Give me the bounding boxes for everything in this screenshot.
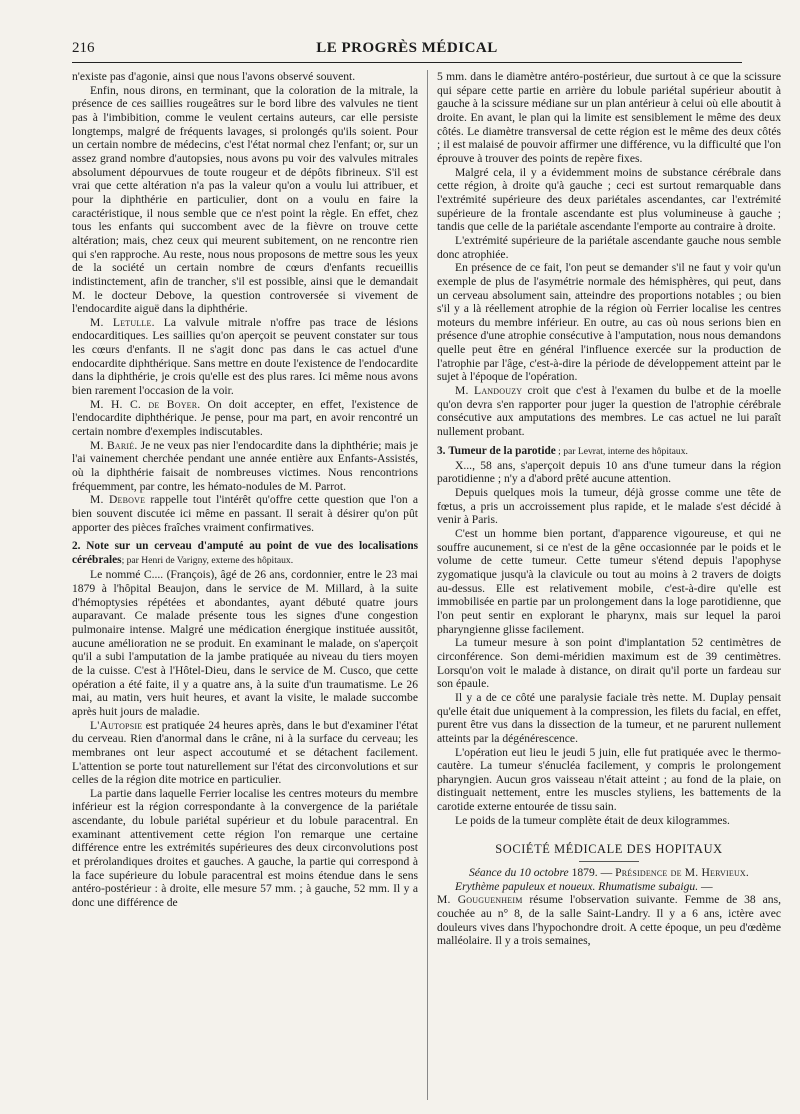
paragraph (437, 384, 781, 439)
society-rule (579, 861, 639, 862)
section-heading (437, 444, 781, 459)
case-dash: — (698, 879, 713, 893)
speaker-name: M. Gouguenheim (437, 893, 523, 907)
section-title: Note sur un cerveau d'amputé au point de vue des localisations cérébrales (72, 540, 419, 567)
paragraph: La tumeur mesure à son point d'implantation 52 centimètres de circonférence. Son demi-méridien maximum est de 39 centimètres. Lorsqu'on voit le malade à distance, on dirait qu'il porte un fardeau sur son épaule. (437, 636, 781, 691)
page-number: 216 (72, 40, 95, 56)
paragraph: Le nommé C.... (François), âgé de 26 ans, cordonnier, entre le 23 mai 1879 à l'hôpital Beaujon, dans le service de M. Millard, à la suite d'hémoptysies répétées et abondantes, ayant débuté quatre jours auparavant. Ce malade présente tous les signes d'une congestion pulmonaire intense. Malgré une médication énergique instituée aussitôt, aucune amélioration ne se produit. En examinant le malade, on s'aperçoit qu'il a subi l'amputation de la jambe pratiquée au niveau du tiers moyen de la cuisse. C'est à l'Hôtel-Dieu, dans le service de M. Cusco, que cette opération a été faite, il y a quatre ans, à la suite d'un traumatisme. Le 26 mai, au matin, vers huit heures, et avant la visite, le malade succombe après huit jours de maladie. (72, 568, 418, 718)
section-number: 3. (437, 444, 446, 457)
paragraph (72, 398, 418, 439)
header-rule (72, 62, 742, 63)
speaker-text: On doit accepter, en effet, l'existence de l'endocardite diphthérique. Je pense, pour ma part, en avoir rencontré un certain nombre d'exemples indiscutables. (72, 397, 418, 439)
right-column (437, 70, 781, 948)
section-title: Tumeur de la parotide (448, 444, 556, 457)
speaker-name: M. H. C. de Boyer. (90, 397, 201, 411)
speaker-text: est pratiquée 24 heures après, dans le but d'examiner l'état du cerveau. Rien d'anormal dans le crâne, ni à la surface du cerveau; les membranes ont leur aspect accoutumé et se détachent facilement. L'attention se porte tout naturellement sur l'état des circonvolutions et sur celles de la région dite motrice en particulier. (72, 718, 418, 787)
paragraph (72, 439, 418, 494)
section-author: ; par Henri de Varigny, externe des hôpitaux. (121, 555, 294, 567)
left-column (72, 70, 418, 910)
column-divider (427, 70, 428, 1100)
speaker-name: M. Debove (90, 493, 146, 507)
paragraph (437, 893, 781, 948)
paragraph: En présence de ce fait, l'on peut se demander s'il ne faut y voir qu'un exemple de plus de l'asymétrie normale des hémisphères, qui peut, dans un cerveau absolument sain, atteindre des proportions notables ; ou bien s'il y a là réellement atrophie de la région où Ferrier localise les centres moteurs du membre inférieur. En outre, au cas où nous serions bien en présence d'une atrophie consécutive à l'amputation, nous nous demandons quelle peut être en général l'influence exercée sur la production de l'atrophie par l'âge, c'est-à-dire la période de développement atteint par le sujet à l'époque de l'opération. (437, 261, 781, 384)
paragraph (72, 719, 418, 787)
paragraph: Enfin, nous dirons, en terminant, que la coloration de la mitrale, la présence de ces saillies rougeâtres sur le bord libre des valvules ne tient pas à l'imbibition, comme le veulent certains auteurs, car elle persiste longtemps, malgré de fréquents lavages, si prolongés qu'ils soient. Pour un certain nombre de médecins, c'est l'état normal chez l'enfant; or, sur un assez grand nombre d'autopsies, nous avons pu voir des valvules mitrales absolument dépourvues de toute rougeur et de dépôts fibrineux. S'il est vrai que cette altération n'a pas la valeur qu'on a voulu lui attribuer, et pour la diphthérie en particulier, dont on a voulu en faire la caractéristique, il nous semble que ce n'est point la règle. En effet, chez tous les enfants qui succombent avec de la fièvre on trouve cette altération; mais, chez ceux qui meurent subitement, on ne rencontre rien qui s'en rapproche. Au reste, nous nous proposons de mettre sous les yeux de la société un certain nombre de cœurs d'enfants recueillis indistinctement, afin de trancher, s'il est possible, ainsi que le demandait M. le docteur Debove, la question controversée si vivement de l'endocardite aiguë dans la diphthérie. (72, 83, 418, 316)
paragraph (437, 880, 781, 894)
speaker-text: La valvule mitrale n'offre pas trace de lésions endocarditiques. Les saillies qu'on aperçoit se peuvent constater sur tous les cœurs d'enfants. Il ne s'agit donc pas dans le cas actuel d'une endocardite diphthérique. Sans mettre en doute l'existence de l'endocardite dans la diphthérie, je crois qu'elle est des plus rares. Ici même nous avons bien rarement l'occasion de la voir. (72, 315, 418, 398)
speaker-text: résume l'observation suivante. Femme de 38 ans, couchée au n° 8, de la salle Saint-Landry. Il y a 6 ans, ictère avec douleurs vives dans l'hypochondre droit. A cette époque, un peu d'œdème malléolaire. Il y a trois semaines, (437, 893, 781, 948)
paragraph: Le poids de la tumeur complète était de deux kilogrammes. (455, 813, 730, 827)
journal-title: LE PROGRÈS MÉDICAL (316, 40, 498, 56)
speaker-text: rappelle tout l'intérêt qu'offre cette question que l'on a bien souvent discutée ici même en passant. Il serait à désirer qu'on pût apporter des pièces fraîches vraiment confirmatives. (72, 493, 418, 534)
paragraph: C'est un homme bien portant, d'apparence vigoureuse, et qui ne souffre aucunement, si ce n'est de la gêne occasionnée par le poids et le volume de cette tumeur. Cette tumeur s'étend depuis l'apophyse zygomatique jusqu'à la clavicule ou tout au moins à 2 travers de doigts au-dessus. Elle est relativement mobile, c'est-à-dire qu'elle est immobilisée en partie par un prolongement dans la loge parotidienne, que l'on peut sentir en explorant le pharynx, mais sur lequel la paroi pharyngienne glisse facilement. (437, 527, 781, 636)
paragraph: Depuis quelques mois la tumeur, déjà grosse comme une tête de fœtus, a pris un accroissement plus rapide, et le malade s'est décidé à venir à Paris. (437, 486, 781, 527)
paragraph: La partie dans laquelle Ferrier localise les centres moteurs du membre inférieur est la région correspondante à la convergence de la pariétale ascendante, du lobule pariétal supérieur et du lobule paracentral. En examinant attentivement cette région l'on remarque une certaine différence entre les extrémités supérieures des deux circonvolutions post et prérolandiques droites et gauches. A gauche, la partie qui correspond à la face supérieure du lobule paracentral est moins étendue dans le sens antéro-postérieur : à droite, elle mesure 57 mm. ; à gauche, 52 mm. Il y a donc une différence de (72, 786, 418, 910)
paragraph: X..., 58 ans, s'aperçoit depuis 10 ans d'une tumeur dans la région parotidienne ; n'y a d'abord prêté aucune attention. (437, 458, 781, 486)
paragraph: Il y a de ce côté une paralysie faciale très nette. M. Duplay pensait qu'elle était due uniquement à la compression, les filets du facial, en effet, purent être vus dans la dissection de la tumeur, et ne parurent nullement atteints par la dégénérescence. (437, 690, 781, 745)
seance-presidence: Présidence de M. Hervieux. (615, 866, 750, 880)
paragraph: L'opération eut lieu le jeudi 5 juin, elle fut pratiquée avec le thermo-cautère. La tumeur s'énucléa facilement, y compris le prolongement pharyngien. Aucun gros vaisseau n'était atteint ; au fond de la plaie, on distinguait nettement, entre les muscles styliens, les battements de la carotide externe entourée de tissu sain. (437, 745, 781, 814)
speaker-name: M. Letulle. (90, 315, 155, 329)
section-heading (72, 539, 418, 568)
speaker-name: M. Landouzy (455, 384, 523, 398)
speaker-name: L'Autopsie (90, 718, 143, 732)
seance-year: 1879. — (568, 866, 616, 880)
section-number: 2. (72, 540, 81, 553)
paragraph (72, 316, 418, 398)
seance-date: Séance du 10 octobre (468, 866, 569, 880)
paragraph: 5 mm. dans le diamètre antéro-postérieur, due surtout à ce que la scissure qui sépare cette partie en arrière du lobule pariétal supérieur aboutit à gauche à la scissure médiane sur un plan antérieur à celui où elle aboutit à droite. En avant, le plan qui la limite est sensiblement le même des deux côtés. Le diamètre transversal de cette région est le même des deux côtés ; il est malaisé de pouvoir affirmer une différence, vu la difficulté que l'on éprouve à trouver des points de repère fixes. (437, 70, 781, 165)
paragraph: L'extrémité supérieure de la pariétale ascendante gauche nous semble donc atrophiée. (437, 233, 781, 261)
seance-line (437, 866, 781, 880)
speaker-text: croit que c'est à l'examen du bulbe et de la moelle qu'on devra s'en rapporter pour juger la question de l'atrophie cérébrale consécutive aux amputations des membres. Le cas actuel ne lui paraît nullement probant. (437, 384, 781, 439)
speaker-text: Je ne veux pas nier l'endocardite dans la diphthérie; mais je l'ai vainement cherchée pendant une année entière aux Enfants-Assistés, où la diphthérie faisait de nombreuses victimes. Nous rencontrions fréquemment, par contre, les hémato-nodules de M. Parrot. (72, 438, 418, 493)
section-author: ; par Levrat, interne des hôpitaux. (555, 445, 688, 457)
speaker-name: M. Barié. (90, 438, 138, 452)
running-header (72, 40, 742, 62)
paragraph: Malgré cela, il y a évidemment moins de substance cérébrale dans cette région, à droite qu'à gauche ; ceci est surtout remarquable dans l'extrémité supérieure des deux pariétales ascendantes, car l'extrémité supérieure de la frontale ascendante est plus volumineuse à gauche ; tandis que celle de la pariétale ascendante l'emporte au contraire à droite. (437, 165, 781, 234)
paragraph: n'existe pas d'agonie, ainsi que nous l'avons observé souvent. (72, 70, 356, 83)
case-title: Erythème papuleux et noueux. Rhumatisme subaigu. (455, 879, 699, 893)
paragraph (72, 493, 418, 534)
society-title: SOCIÉTÉ MÉDICALE DES HOPITAUX (495, 842, 723, 857)
